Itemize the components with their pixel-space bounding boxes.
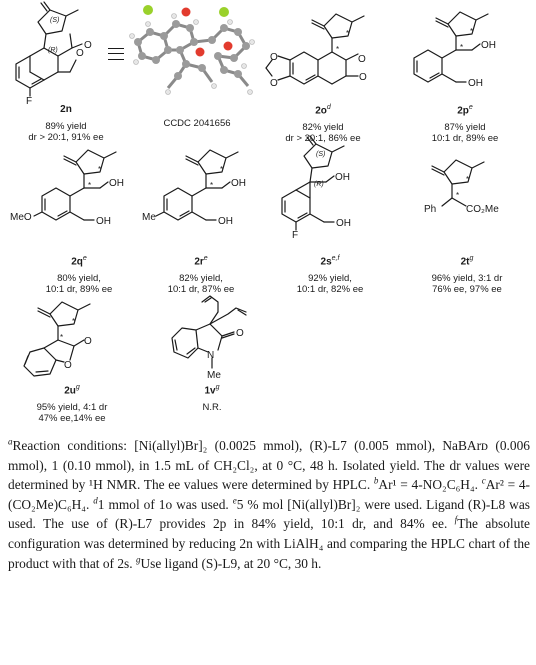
compound-2n [0, 104, 132, 143]
structure-2o [262, 6, 392, 106]
atom-o: O [76, 48, 84, 59]
compound-footnote-ref: e [468, 104, 473, 111]
stereo-star: * [220, 165, 224, 174]
compound-1v [172, 384, 252, 413]
stereo-star: * [466, 175, 470, 184]
result-line: 10:1 dr, 87% ee [167, 284, 235, 296]
structure-2p [408, 4, 536, 104]
compound-footnote-ref: g [469, 255, 474, 262]
equivalence-sign-mid [108, 53, 124, 54]
compound-footnote-ref: e [203, 255, 208, 262]
footnote-marker-a: a [8, 436, 13, 447]
atom-ph: Ph [424, 204, 437, 215]
result-line: 95% yield, 4:1 dr [36, 402, 108, 414]
atom-o-carbonyl: O [236, 328, 244, 339]
result-line: N.R. [202, 402, 222, 414]
atom-oh: OH [109, 178, 124, 189]
atom-oh: OH [218, 216, 233, 227]
crystal-structure-image [128, 2, 263, 102]
atom-oh: OH [336, 218, 351, 229]
stereo-r: (R) [314, 181, 324, 188]
footnote-g: Use ligand (S)-L9, at 20 °C, 30 h. [140, 555, 322, 571]
stereo-s: (S) [316, 151, 326, 158]
atom-f: F [292, 230, 299, 241]
result-line: 87% yield [444, 122, 486, 134]
compound-footnote-ref: e [82, 255, 87, 262]
atom-oh: OH [231, 178, 246, 189]
result-line: 82% yield [302, 122, 344, 134]
atom-o-carbonyl: O [359, 72, 367, 83]
stereo-star: * [456, 191, 460, 200]
compound-2u [10, 384, 134, 424]
atom-me: Me [142, 212, 156, 223]
structure-2q [10, 144, 140, 254]
atom-oh: OH [335, 172, 350, 183]
compound-2q [14, 255, 144, 295]
result-line: 10:1 dr, 89% ee [45, 284, 113, 296]
footnote-f: The absolute configuration was determined by reducing 2n with LiAlH₄ and comparing the HPLC chart of the product with that of 2s. [8, 516, 530, 571]
footnote-b: Ar¹ = 4-NO₂C₆H₄. [378, 477, 478, 493]
result-line: dr > 20:1, 91% ee [28, 132, 104, 143]
footnote-d: 1 mmol of 1o was used. [97, 496, 229, 512]
structure-2n [10, 4, 120, 107]
result-line: 47% ee,14% ee [38, 413, 106, 425]
structure-1v [160, 294, 270, 397]
stereo-star: * [72, 317, 76, 326]
result-line: 76% ee, 97% ee [432, 284, 502, 296]
footnote-marker-c: c [481, 475, 486, 486]
result-line: 80% yield, [57, 273, 101, 285]
equivalence-sign [108, 48, 124, 60]
structure-2s [272, 138, 382, 254]
compound-footnote-ref: d [326, 104, 331, 111]
result-line: 92% yield, [308, 273, 352, 285]
footnote-marker-f: f [454, 514, 458, 525]
footnote-marker-b: b [373, 475, 379, 486]
footnote-c: Ar² = 4-(CO₂Me)C₆H₄. [8, 477, 530, 512]
result-line: 82% yield, [179, 273, 223, 285]
compound-footnote-ref: g [75, 384, 80, 391]
structure-2t [404, 150, 532, 250]
atom-o: O [270, 52, 278, 63]
stereo-star: * [346, 29, 350, 38]
stereo-star: * [60, 333, 64, 342]
stereo-star: * [88, 181, 92, 190]
compound-2s [280, 255, 380, 295]
footnote-e: 5 % mol [Ni(allyl)Br]₂ were used. Ligand (R)-L8 was used. The use of (R)-L7 provides 2p in 84% yield, 10:1 dr, and 84% ee. [8, 496, 530, 532]
structure-2r [142, 144, 258, 254]
atom-o-carbonyl: O [84, 336, 92, 347]
atom-oh: OH [96, 216, 111, 227]
footnotes [8, 436, 530, 573]
compound-id: 2p [457, 105, 469, 117]
footnote-marker-g: g [135, 554, 141, 565]
atom-o: O [358, 54, 366, 65]
ccdc-caption [132, 118, 262, 129]
compound-2r [148, 255, 254, 295]
result-line: dr > 20:1, 86% ee [285, 133, 361, 145]
compound-id: 2q [71, 256, 83, 268]
compound-id: 2o [315, 105, 327, 117]
ccdc-number: CCDC 2041656 [163, 118, 231, 129]
result-line: 10:1 dr, 89% ee [431, 133, 499, 145]
stereo-star: * [210, 181, 214, 190]
compound-2t [404, 255, 530, 295]
compound-id: 2n [60, 104, 72, 115]
structure-2u [20, 300, 130, 390]
compound-footnote-ref: e,f [331, 255, 340, 262]
result-line: 89% yield [45, 121, 87, 132]
atom-me: Me [207, 370, 221, 381]
footnote-marker-d: d [93, 495, 98, 506]
atom-o: O [270, 78, 278, 89]
atom-oh: OH [468, 78, 483, 89]
compound-2p [400, 104, 530, 144]
footnote-marker-e: e [232, 495, 237, 506]
footnote-a: Reaction conditions: [Ni(allyl)Br]₂ (0.0025 mmol), (R)-L7 (0.005 mmol), NaBArᴅ (0.006 mmol), 1 (0.10 mmol), in 1.5 mL of CH₂Cl₂, at 0 °C, 48 h. Isolated yield. The dr values were determined by ¹H NMR. The ee values were determined by HPLC. [8, 438, 530, 493]
atom-co2me: CO₂Me [466, 204, 499, 215]
result-line: 96% yield, 3:1 dr [431, 273, 503, 285]
atom-oh: OH [481, 40, 496, 51]
compound-id: 2t [460, 256, 470, 268]
stereo-star: * [460, 43, 464, 52]
atom-o: O [64, 360, 72, 371]
compound-id: 2u [64, 385, 76, 397]
compound-id: 2r [194, 256, 204, 268]
result-line: 10:1 dr, 82% ee [296, 284, 364, 296]
stereo-s: (S) [50, 17, 60, 24]
atom-f: F [26, 96, 33, 107]
compound-id: 1v [204, 385, 216, 397]
stereo-star: * [98, 165, 102, 174]
compound-footnote-ref: g [215, 384, 220, 391]
stereo-star: * [336, 45, 340, 54]
atom-meo: MeO [10, 212, 32, 223]
stereo-r: (R) [48, 47, 58, 54]
compound-id: 2s [320, 256, 332, 268]
stereo-star: * [470, 27, 474, 36]
atom-n: N [207, 350, 215, 361]
atom-o-carbonyl: O [84, 40, 92, 51]
